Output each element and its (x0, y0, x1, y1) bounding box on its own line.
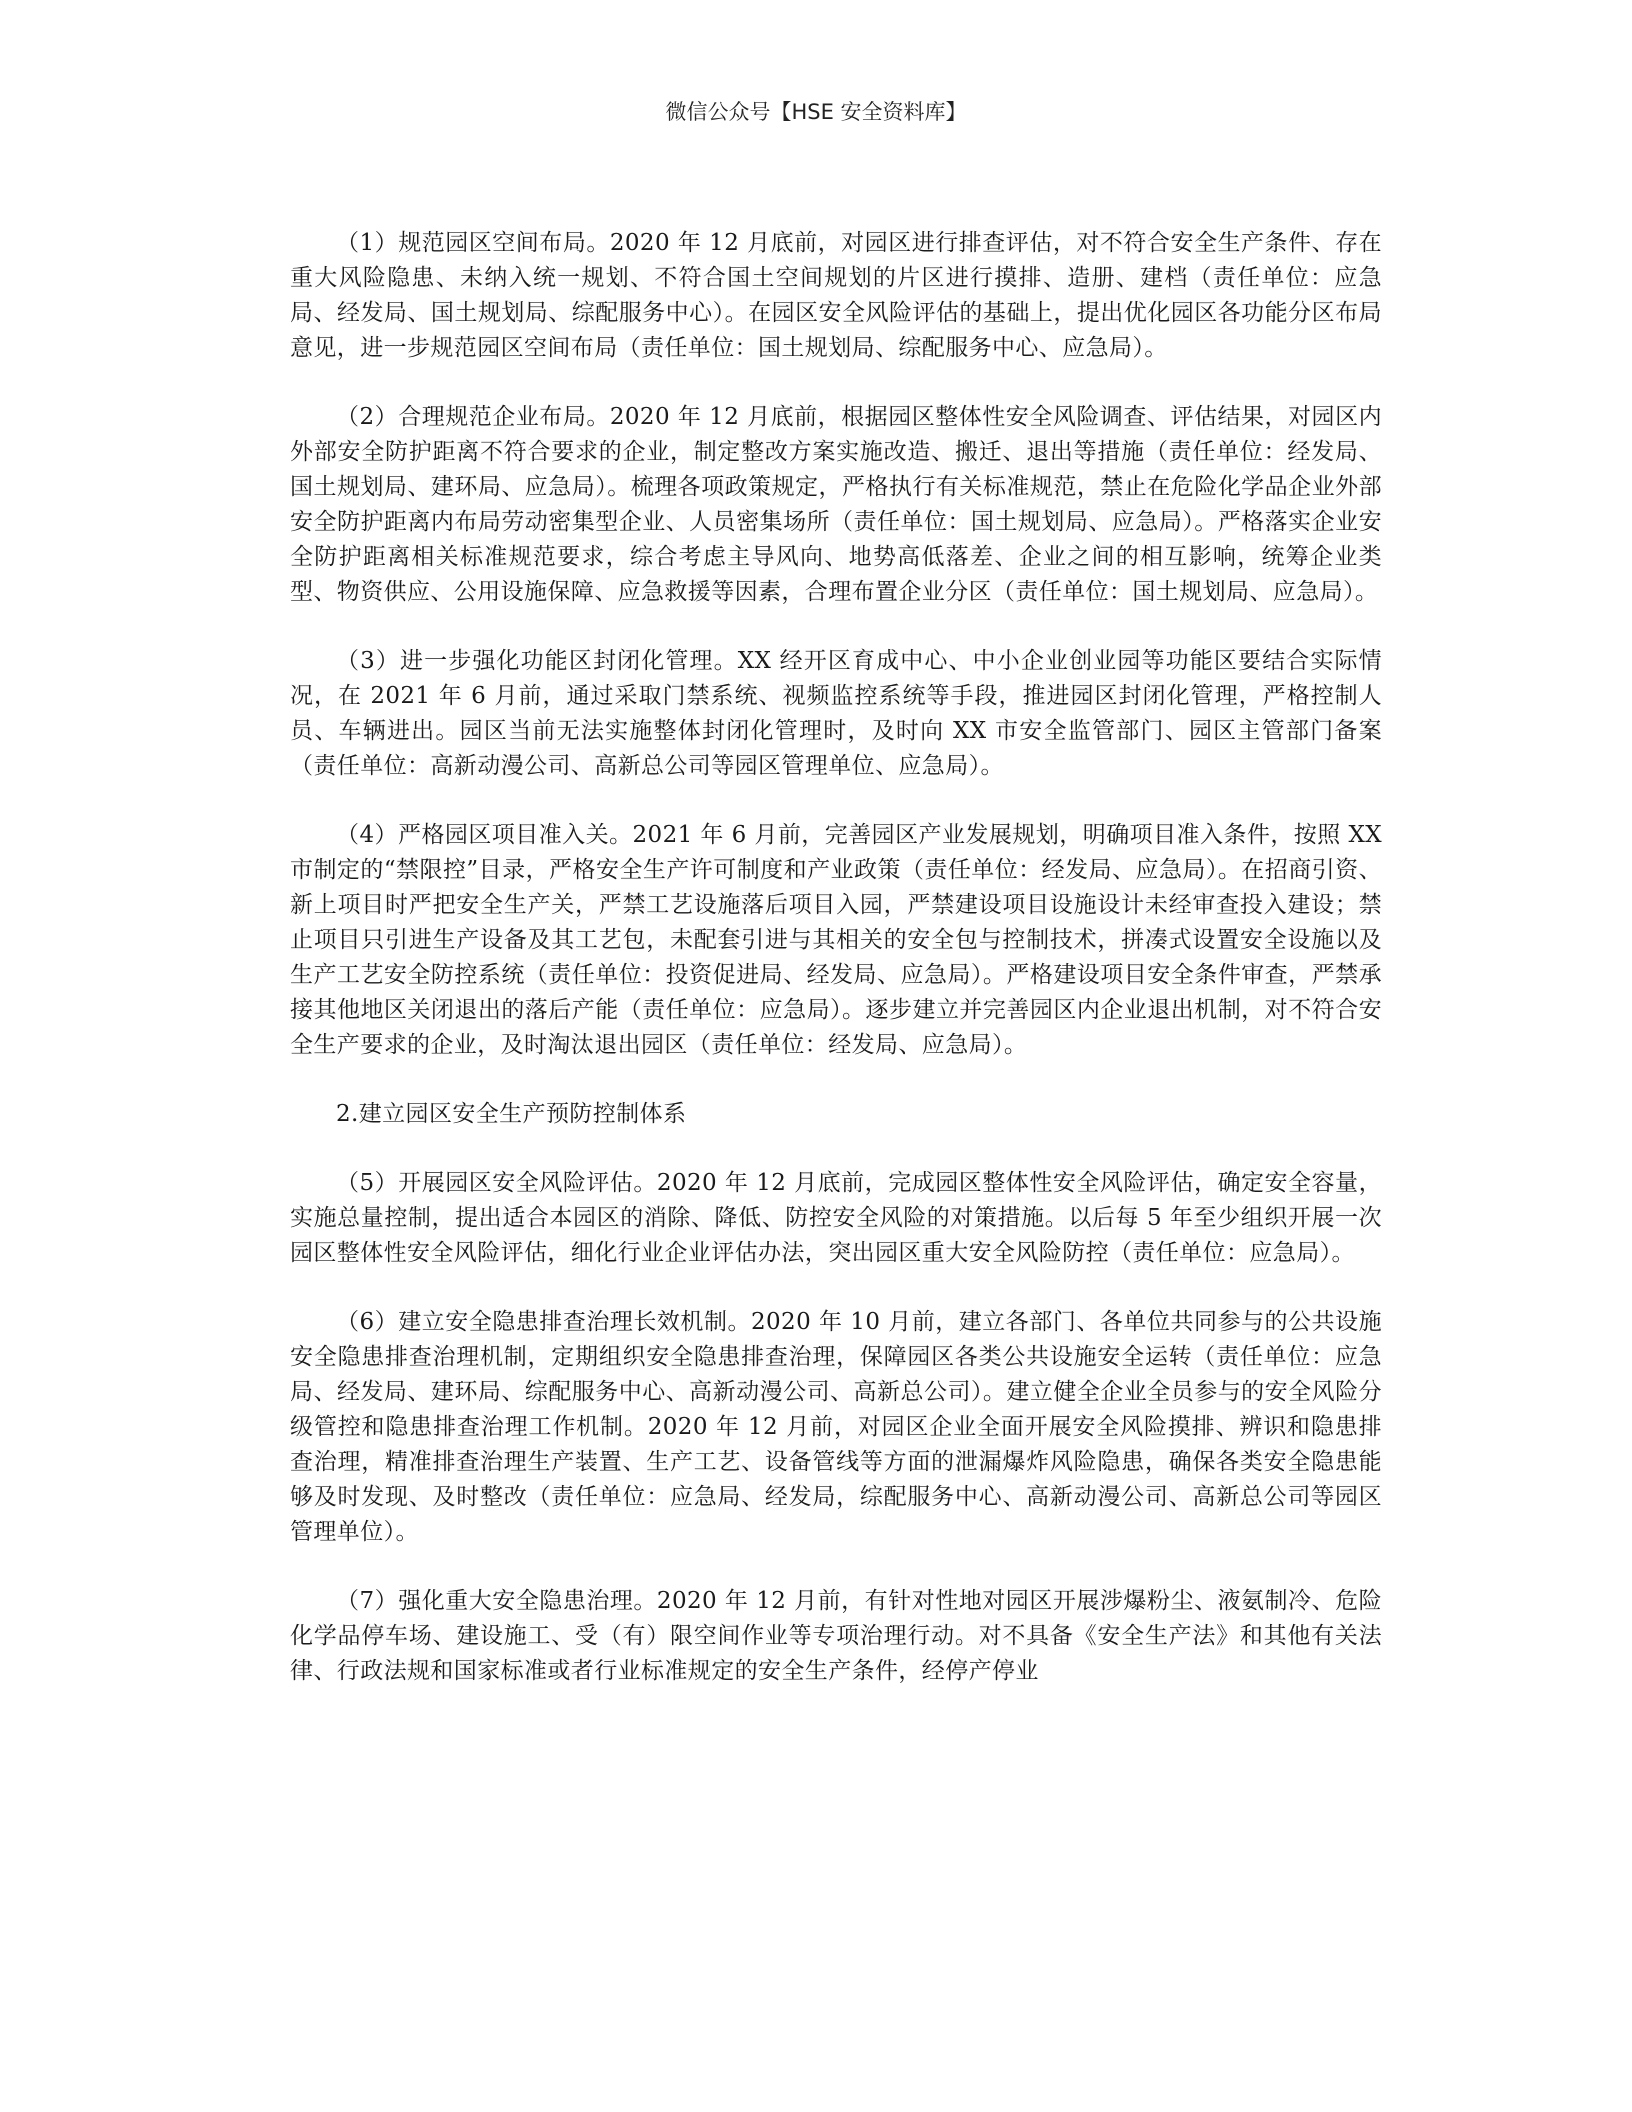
paragraph-3: （3）进一步强化功能区封闭化管理。XX 经开区育成中心、中小企业创业园等功能区要结合实际情况，在 2021 年 6 月前，通过采取门禁系统、视频监控系统等手段，推进园区封闭化管理，严格控制人员、车辆进出。园区当前无法实施整体封闭化管理时，及时向 XX 市安全监管部门、园区主管部门备案（责任单位：高新动漫公司、高新总公司等园区管理单位、应急局）。 (290, 648, 1382, 779)
paragraph-7: （7）强化重大安全隐患治理。2020 年 12 月前，有针对性地对园区开展涉爆粉尘、液氨制冷、危险化学品停车场、建设施工、受（有）限空间作业等专项治理行动。对不具备《安全生产法》和其他有关法律、行政法规和国家标准或者行业标准规定的安全生产条件，经停产停业 (290, 1588, 1382, 1684)
paragraph-4: （4）严格园区项目准入关。2021 年 6 月前，完善园区产业发展规划，明确项目准入条件，按照 XX 市制定的“禁限控”目录，严格安全生产许可制度和产业政策（责任单位：经发局、应急局）。在招商引资、新上项目时严把安全生产关，严禁工艺设施落后项目入园，严禁建设项目设施设计未经审查投入建设；禁止项目只引进生产设备及其工艺包，未配套引进与其相关的安全包与控制技术，拼凑式设置安全设施以及生产工艺安全防控系统（责任单位：投资促进局、经发局、应急局）。严格建设项目安全条件审查，严禁承接其他地区关闭退出的落后产能（责任单位：应急局）。逐步建立并完善园区内企业退出机制，对不符合安全生产要求的企业，及时淘汰退出园区（责任单位：经发局、应急局）。 (290, 822, 1382, 1058)
paragraph-1: （1）规范园区空间布局。2020 年 12 月底前，对园区进行排查评估，对不符合安全生产条件、存在重大风险隐患、未纳入统一规划、不符合国土空间规划的片区进行摸排、造册、建档（责任单位：应急局、经发局、国土规划局、综配服务中心）。在园区安全风险评估的基础上，提出优化园区各功能分区布局意见，进一步规范园区空间布局（责任单位：国土规划局、综配服务中心、应急局）。 (290, 230, 1382, 361)
paragraph-5: （5）开展园区安全风险评估。2020 年 12 月底前，完成园区整体性安全风险评估，确定安全容量，实施总量控制，提出适合本园区的消除、降低、防控安全风险的对策措施。以后每 5 年至少组织开展一次园区整体性安全风险评估，细化行业企业评估办法，突出园区重大安全风险防控（责任单位：应急局）。 (290, 1170, 1382, 1266)
paragraph-6: （6）建立安全隐患排查治理长效机制。2020 年 10 月前，建立各部门、各单位共同参与的公共设施安全隐患排查治理机制，定期组织安全隐患排查治理，保障园区各类公共设施安全运转（责任单位：应急局、经发局、建环局、综配服务中心、高新动漫公司、高新总公司）。建立健全企业全员参与的安全风险分级管控和隐患排查治理工作机制。2020 年 12 月前，对园区企业全面开展安全风险摸排、辨识和隐患排查治理，精准排查治理生产装置、生产工艺、设备管线等方面的泄漏爆炸风险隐患，确保各类安全隐患能够及时发现、及时整改（责任单位：应急局、经发局，综配服务中心、高新动漫公司、高新总公司等园区管理单位）。 (290, 1309, 1382, 1545)
section-heading: 2.建立园区安全生产预防控制体系 (336, 1101, 687, 1127)
page-header: 微信公众号【HSE 安全资料库】 (665, 100, 967, 124)
document-body (290, 226, 1382, 1723)
paragraph-2: （2）合理规范企业布局。2020 年 12 月底前，根据园区整体性安全风险调查、评估结果，对园区内外部安全防护距离不符合要求的企业，制定整改方案实施改造、搬迁、退出等措施（责任单位：经发局、国土规划局、建环局、应急局）。梳理各项政策规定，严格执行有关标准规范，禁止在危险化学品企业外部安全防护距离内布局劳动密集型企业、人员密集场所（责任单位：国土规划局、应急局）。严格落实企业安全防护距离相关标准规范要求，综合考虑主导风向、地势高低落差、企业之间的相互影响，统筹企业类型、物资供应、公用设施保障、应急救援等因素，合理布置企业分区（责任单位：国土规划局、应急局）。 (290, 404, 1382, 605)
